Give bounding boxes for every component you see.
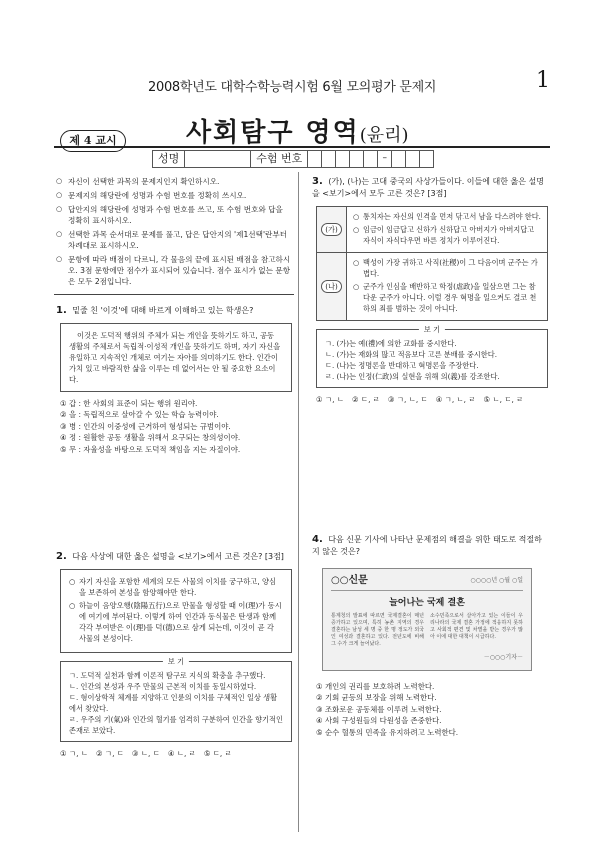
question-3 <box>312 176 548 406</box>
thinker-statement: ○ 군주가 인심을 배반하고 학정(虐政)을 일삼으면 그는 참다운 군주가 아니다. 이럴 경우 혁명을 일으켜도 결코 천하의 죄를 범하는 것이 아니다. <box>353 282 537 313</box>
thinker-body <box>347 253 547 320</box>
answer-choices <box>56 748 292 760</box>
answer-choice[interactable]: ① ㄱ, ㄴ <box>316 395 344 404</box>
bogi-item: ㄱ. (가)는 예(禮)에 의한 교화를 중시한다. <box>325 339 457 348</box>
instructions <box>56 176 292 287</box>
answer-choice[interactable]: ⑤ ㄴ, ㄷ, ㄹ <box>483 395 524 404</box>
id-cell[interactable] <box>392 150 406 168</box>
question-number: 2. <box>56 551 67 563</box>
question-4 <box>312 534 548 738</box>
id-cell[interactable] <box>308 150 322 168</box>
bogi-box <box>316 325 548 388</box>
instructions-rule <box>54 294 294 295</box>
id-label: 수험 번호 <box>251 150 308 168</box>
passage-box <box>60 323 292 392</box>
question-text: 다음 신문 기사에 나타난 문제점의 해결을 위한 태도로 적절하지 않은 것은? <box>312 535 542 556</box>
subject-title <box>186 112 409 149</box>
id-cell[interactable] <box>406 150 420 168</box>
circle-bullet-icon: ○ <box>353 212 360 221</box>
bogi-item: ㄷ. 형이상학적 체계를 지양하고 인륜의 이치를 구체적인 일상 생활에서 찾았다. <box>69 693 278 714</box>
newspaper-date: ○○○○년 ○월 ○일 <box>470 577 523 584</box>
question-stem <box>56 305 292 317</box>
instruction-item: ○ 자신이 선택한 과목의 문제지인지 확인하시오. <box>56 177 220 186</box>
subject-sub: (윤리) <box>359 125 409 146</box>
circle-bullet-icon: ○ <box>69 577 76 587</box>
id-cell[interactable] <box>364 150 378 168</box>
id-cell[interactable] <box>322 150 336 168</box>
name-label: 성명 <box>152 150 185 168</box>
left-column <box>56 176 292 760</box>
question-stem <box>312 176 548 200</box>
thought-item: ○ 하늘이 음양오행(陰陽五行)으로 만물을 형성할 때 이(理)가 동시에 여기에 부여된다. 이렇게 하여 인간과 동식물은 탄생과 함께 각각 부여받은 이(理)를 덕(德)으로 삼게 되는데, 이것이 곧 각 사물의 본성이다. <box>69 601 282 644</box>
circle-bullet-icon: ○ <box>353 282 360 291</box>
thinker-row-na <box>317 253 547 320</box>
bogi-item: ㄹ. 우주의 기(氣)와 인간의 혈기를 엄격히 구분하여 인간을 향기적인 존재로 보았다. <box>69 715 283 736</box>
answer-choice[interactable]: ③ ㄱ, ㄴ, ㄷ <box>387 395 428 404</box>
answer-choice[interactable]: ⑤ 무 : 자율성을 바탕으로 도덕적 책임을 지는 자질이야. <box>60 444 241 454</box>
answer-choice[interactable]: ① 개인의 권리를 보호하려 노력한다. <box>316 682 435 691</box>
thinker-body <box>347 207 547 252</box>
header-rule <box>54 146 550 148</box>
thought-box <box>60 569 292 653</box>
question-1 <box>56 305 292 455</box>
circle-bullet-icon: ○ <box>69 601 76 611</box>
bogi-box <box>60 657 292 742</box>
answer-choice[interactable]: ③ ㄴ, ㄷ <box>131 749 160 759</box>
id-cell[interactable] <box>350 150 364 168</box>
thinker-key: (나) <box>317 253 347 320</box>
circle-bullet-icon: ○ <box>56 255 63 263</box>
bogi-item: ㄴ. (가)는 재화의 많고 적음보다 고른 분배를 중시한다. <box>325 350 497 359</box>
circle-bullet-icon: ○ <box>56 205 63 213</box>
question-number: 3. <box>312 176 323 187</box>
newspaper-masthead <box>331 575 523 591</box>
newspaper-logo: ○○신문 <box>331 575 368 586</box>
answer-choice[interactable]: ① 갑 : 한 사회의 표준이 되는 행위 원리야. <box>60 399 198 408</box>
question-stem <box>56 551 292 563</box>
instruction-item: ○ 문항에 따라 배점이 다르니, 각 물음의 끝에 표시된 배점을 참고하시오. 3점 문항에만 점수가 표시되어 있습니다. 점수 표시가 없는 문항은 모두 2점입니다. <box>56 255 291 286</box>
period-badge: 제 4 교시 <box>60 130 126 152</box>
passage-text: 이것은 도덕적 행위의 주체가 되는 개인을 뜻하기도 하고, 공동 생활의 주체로서 독립적·이성적 개인을 뜻하기도 하며, 자기 자신을 유일하고 지속적인 개체로 여기는 자아를 의미하기도 한다. 인간이 가치 있고 바람직한 삶을 이루는 데 없어서는 안 될 중요한 요소이다. <box>69 331 281 384</box>
answer-choice[interactable]: ⑤ ㄷ, ㄹ <box>203 749 232 759</box>
thinker-table <box>316 206 548 321</box>
instruction-item: ○ 답안지의 해당란에 성명과 수험 번호를 쓰고, 또 수험 번호와 답을 정확히 표시하시오. <box>56 205 283 225</box>
answer-choice[interactable]: ④ 정 : 원활한 공동 생활을 위해서 요구되는 창의성이야. <box>60 433 241 443</box>
bogi-label: 보 기 <box>163 656 189 667</box>
answer-choices <box>312 681 548 738</box>
bogi-label: 보 기 <box>419 324 445 335</box>
answer-choice[interactable]: ④ 사회 구성원들의 다원성을 존중한다. <box>316 716 442 726</box>
answer-choice[interactable]: ① ㄱ, ㄴ <box>60 749 88 759</box>
circle-bullet-icon: ○ <box>56 230 63 238</box>
thinker-key: (가) <box>317 207 347 252</box>
id-row <box>152 150 434 168</box>
question-text: 다음 사상에 대한 옳은 설명을 <보기>에서 고른 것은? [3점] <box>72 552 284 562</box>
answer-choice[interactable]: ④ ㄱ, ㄴ, ㄹ <box>435 395 476 404</box>
answer-choice[interactable]: ④ ㄴ, ㄹ <box>167 749 196 759</box>
thinker-row-ga <box>317 207 547 253</box>
article-column: 통계청의 발표에 따르면 국제결혼이 매년 증가하고 있으며, 특히 농촌 지역의 경우 결혼하는 남성 세 명 중 한 명 정도가 외국인 여성과 결혼하고 있다. 전년도에 비해 그 수가 크게 늘어났다. <box>331 613 424 647</box>
question-number: 1. <box>56 305 67 316</box>
thought-item: ○ 자기 자신을 포함한 세계의 모든 사물의 이치를 궁구하고, 양심을 보존하여 본성을 함양해야만 한다. <box>69 577 277 598</box>
newspaper-headline: 늘어나는 국제 결혼 <box>389 598 465 608</box>
name-field[interactable] <box>185 150 251 168</box>
circle-bullet-icon: ○ <box>56 191 63 199</box>
id-cell[interactable] <box>420 150 434 168</box>
answer-choice[interactable]: ② 을 : 독립적으로 살아갈 수 있는 학습 능력이야. <box>60 410 219 420</box>
answer-choice[interactable]: ⑤ 순수 혈통의 민족을 유지하려고 노력한다. <box>316 727 459 737</box>
right-column <box>312 176 548 738</box>
instruction-item: ○ 문제지의 해당란에 성명과 수험 번호를 정확히 쓰시오. <box>56 191 247 200</box>
page-header <box>0 66 600 96</box>
question-text: 밑줄 친 '이것'에 대해 바르게 이해하고 있는 학생은? <box>72 306 254 315</box>
article-column: 소수민족으로서 살아가고 있는 이들이 우리나라의 국제 결혼 가정에 적응하지 못하고 사회적 편견 및 차별을 받는 경우가 많아 이에 대한 대책이 시급하다. <box>430 613 523 640</box>
newspaper-body <box>331 613 523 648</box>
question-number: 4. <box>312 534 323 545</box>
circle-bullet-icon: ○ <box>56 177 63 185</box>
circle-bullet-icon: ○ <box>353 225 360 234</box>
question-text: (가), (나)는 고대 중국의 사상가들이다. 이들에 대한 옳은 설명을 <보기>에서 모두 고른 것은? [3점] <box>312 177 544 198</box>
bogi-item: ㄹ. (나)는 인정(仁政)의 실현을 위해 의(義)를 강조한다. <box>325 372 500 381</box>
answer-choice[interactable]: ② ㄷ, ㄹ <box>351 395 380 404</box>
instruction-item: ○ 선택한 과목 순서대로 문제를 풀고, 답은 답안지의 '제1선택'란부터 차례대로 표시하시오. <box>56 230 288 250</box>
newspaper-byline: －○○○기자－ <box>483 654 523 661</box>
id-cell[interactable]: – <box>378 150 392 168</box>
answer-choice[interactable]: ② ㄱ, ㄷ <box>95 749 124 759</box>
column-divider <box>298 172 299 832</box>
page-number: 1 <box>536 68 550 93</box>
thinker-statement: ○ 임금이 임금답고 신하가 신하답고 아버지가 아버지답고 자식이 자식다우면 바른 정치가 이루어진다. <box>353 225 535 245</box>
newspaper-clipping <box>322 568 532 671</box>
bogi-item: ㄱ. 도덕적 실천과 함께 이론적 탐구로 지식의 확충을 추구했다. <box>69 671 266 681</box>
bogi-item: ㄴ. 인간의 본성과 우주 만물의 근본적 이치를 동일시하였다. <box>69 682 257 692</box>
answer-choices <box>312 394 548 406</box>
circle-bullet-icon: ○ <box>353 258 360 267</box>
answer-choices <box>56 398 292 455</box>
subject-name: 사회탐구 영역 <box>186 118 360 148</box>
question-2 <box>56 551 292 760</box>
question-stem <box>312 534 548 558</box>
thinker-statement: ○ 백성이 가장 귀하고 사직(社稷)이 그 다음이며 군주는 가볍다. <box>353 258 538 278</box>
answer-choice[interactable]: ③ 조화로운 공동체를 이루려 노력한다. <box>316 704 442 714</box>
thinker-statement: ○ 통치자는 자신의 인격을 먼저 닦고서 남을 다스려야 한다. <box>353 212 541 221</box>
exam-title: 2008학년도 대학수학능력시험 6월 모의평가 문제지 <box>148 80 437 95</box>
id-cell[interactable] <box>336 150 350 168</box>
answer-choice[interactable]: ③ 병 : 인간의 이중성에 근거하여 형성되는 규범이야. <box>60 421 231 431</box>
bogi-item: ㄷ. (나)는 정명론을 반대하고 혁명론을 주장한다. <box>325 361 479 370</box>
answer-choice[interactable]: ② 기회 균등의 보장을 위해 노력한다. <box>316 693 437 703</box>
